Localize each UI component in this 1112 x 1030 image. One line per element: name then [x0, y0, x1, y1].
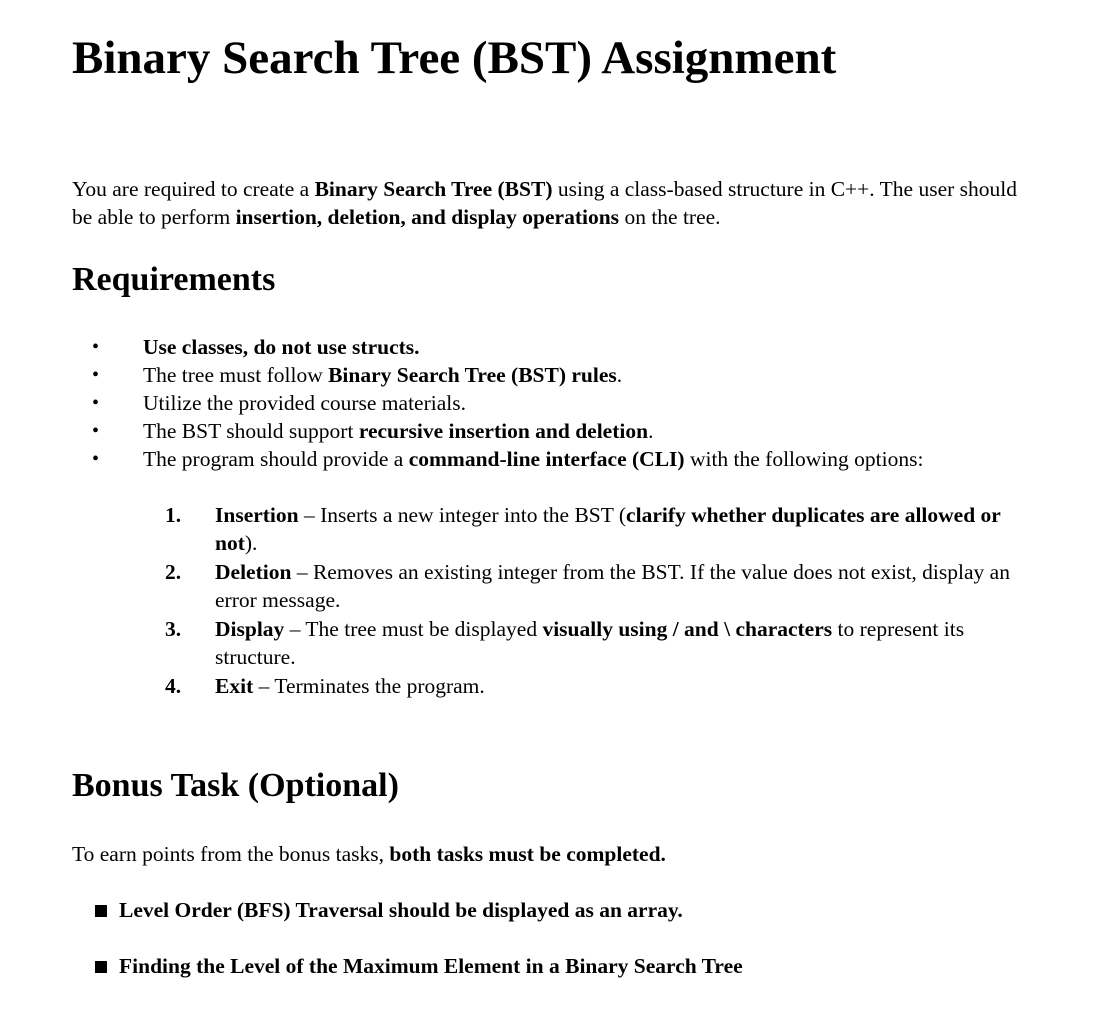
bullet-icon: • — [92, 392, 100, 414]
bonus-intro-bold: both tasks must be completed. — [389, 842, 666, 866]
option-text: – Terminates the program. — [253, 674, 485, 698]
option-number: 4. — [165, 674, 182, 698]
intro-bold-operations: insertion, deletion, and display operations — [235, 205, 620, 229]
option-number: 1. — [165, 503, 182, 527]
requirement-bold: Use classes, do not use structs. — [143, 335, 420, 359]
requirement-bold: Binary Search Tree (BST) rules — [328, 363, 617, 387]
requirement-bold: command-line interface (CLI) — [408, 447, 685, 471]
option-number: 3. — [165, 617, 182, 641]
list-item — [72, 361, 923, 389]
requirement-text: . — [648, 419, 654, 443]
cli-options-list — [72, 501, 1032, 701]
option-name: Insertion — [215, 503, 299, 527]
bullet-icon: • — [92, 364, 100, 386]
option-name: Exit — [215, 674, 254, 698]
cli-option-insertion — [72, 501, 1032, 557]
bonus-intro-text: To earn points from the bonus tasks, — [72, 842, 390, 866]
bonus-heading: Bonus Task (Optional) — [72, 767, 399, 804]
bullet-icon: • — [92, 448, 100, 470]
requirement-text: The program should provide a — [143, 447, 409, 471]
list-item — [72, 445, 923, 473]
option-text: – Inserts a new integer into the BST ( — [298, 503, 627, 527]
option-text: – The tree must be displayed — [284, 617, 543, 641]
list-item — [72, 333, 923, 361]
intro-text-2: using a class-based structure in C++. The user should be able to perform — [72, 177, 1018, 229]
square-bullet-icon — [95, 905, 107, 917]
option-name: Display — [215, 617, 285, 641]
bonus-intro — [72, 840, 666, 868]
intro-text-3: on the tree. — [619, 205, 721, 229]
option-bold: visually using / and \ characters — [542, 617, 833, 641]
list-item — [72, 896, 743, 924]
option-text: to represent its structure. — [215, 617, 965, 669]
requirement-text: . — [616, 363, 623, 387]
intro-bold-bst: Binary Search Tree (BST) — [314, 177, 553, 201]
intro-paragraph — [72, 175, 1032, 231]
square-bullet-icon — [95, 961, 107, 973]
list-item — [72, 417, 923, 445]
requirements-heading: Requirements — [72, 261, 276, 298]
page-title: Binary Search Tree (BST) Assignment — [72, 32, 837, 84]
bonus-list — [72, 896, 743, 1008]
requirement-text: The tree must follow — [143, 363, 329, 387]
bullet-icon: • — [92, 420, 100, 442]
option-number: 2. — [165, 560, 182, 584]
intro-text-1: You are required to create a — [72, 177, 315, 201]
bonus-item-text: Finding the Level of the Maximum Element in a Binary Search Tree — [119, 954, 743, 978]
option-text: – Removes an existing integer from the BST. If the value does not exist, display an error message. — [215, 560, 1010, 612]
option-text: ). — [244, 531, 258, 555]
cli-option-deletion — [72, 558, 1032, 614]
option-name: Deletion — [215, 560, 292, 584]
list-item — [72, 389, 923, 417]
requirements-list — [72, 333, 923, 473]
bonus-item-text: Level Order (BFS) Traversal should be displayed as an array. — [119, 898, 683, 922]
bullet-icon: • — [92, 336, 100, 358]
requirement-text: with the following options: — [684, 447, 924, 471]
option-bold: clarify whether duplicates are allowed or not — [215, 503, 1001, 555]
requirement-bold: recursive insertion and deletion — [358, 419, 649, 443]
cli-option-exit — [72, 672, 1032, 700]
cli-option-display — [72, 615, 1032, 671]
requirement-text: The BST should support — [143, 419, 359, 443]
list-item — [72, 952, 743, 980]
requirement-text: Utilize the provided course materials. — [143, 391, 466, 415]
